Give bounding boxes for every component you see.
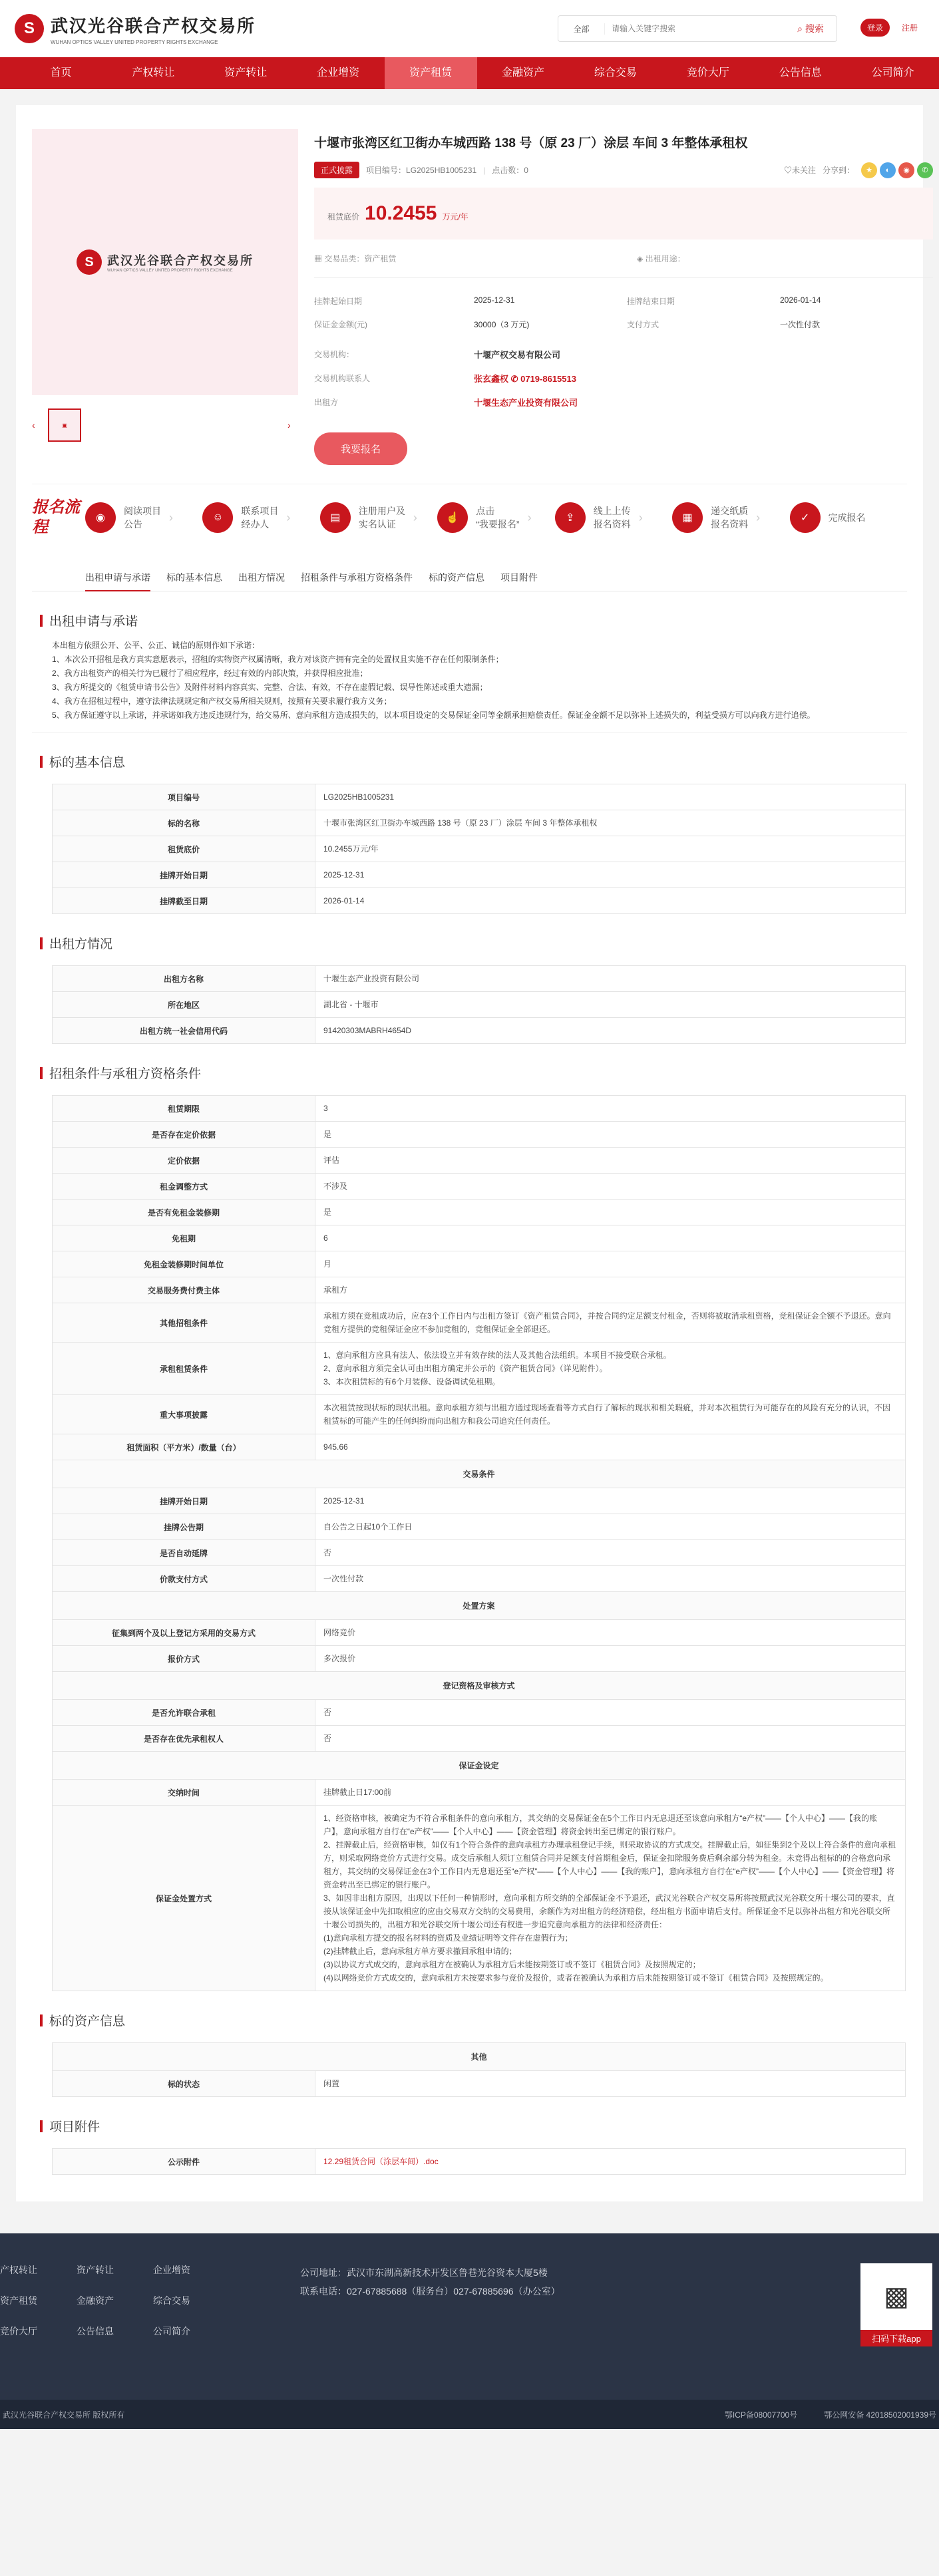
table-value: 承租方须在竞租成功后，应在3个工作日内与出租方签订《资产租赁合同》，并按合同约定足额支付租金，否则将被取消承租资格，竞租保证金全额不予退还。意向竞租方提供的竞租保证金应不参加竞租的，竞租保证金全部退还。: [315, 1303, 906, 1343]
project-image: [32, 129, 298, 395]
flow-step-label: 完成报名: [828, 512, 866, 523]
search-category-select[interactable]: 全部: [558, 23, 605, 35]
table-key: 出租方统一社会信用代码: [53, 1018, 315, 1044]
arrow-icon: ›: [638, 510, 643, 524]
table-key: 承租租赁条件: [53, 1343, 315, 1395]
footer-link[interactable]: 产权转让: [0, 2265, 37, 2275]
price-label: 租赁底价: [327, 212, 360, 222]
detail-tabs: [32, 571, 907, 591]
notice-line: 5、我方保证遵守以上承诺，并承诺如我方违反违规行为，给交易所、意向承租方造成损失的，以本项目设定的交易保证金同等金额承担赔偿责任。保证金金额不足以弥补上述损失的，利益受损方可以向我方进行追偿。: [52, 711, 815, 720]
site-logo[interactable]: [15, 13, 256, 45]
table-value: 91420303MABRH4654D: [315, 1018, 906, 1044]
table-header-row: [53, 1752, 906, 1780]
nav-item-capital-increase[interactable]: 企业增资: [317, 67, 360, 79]
table-row: [53, 2071, 906, 2097]
asset-table: [52, 2042, 906, 2097]
tab-application[interactable]: 出租申请与承诺: [85, 571, 150, 591]
image-thumbnails: [32, 408, 298, 442]
end-value: 2026-01-14: [780, 295, 821, 305]
thumb-next-icon[interactable]: ›: [287, 420, 291, 430]
table-key: 挂牌开始日期: [53, 1488, 315, 1514]
commitment-notice: [32, 629, 907, 732]
table-row: [53, 1566, 906, 1592]
table-row: [53, 2149, 906, 2175]
table-row: [53, 992, 906, 1018]
table-row: [53, 1174, 906, 1200]
attachments-table: [52, 2148, 906, 2175]
share-icons: [861, 162, 933, 178]
tab-terms[interactable]: 招租条件与承租方资格条件: [301, 572, 413, 583]
flow-title: 报名流程: [32, 498, 80, 536]
table-group-header: 交易条件: [53, 1460, 906, 1488]
tencent-share-icon[interactable]: ◐: [880, 162, 896, 178]
terms-table: [52, 1095, 906, 1991]
table-row: [53, 1148, 906, 1174]
table-value: LG2025HB1005231: [315, 784, 906, 810]
table-value: 月: [315, 1251, 906, 1277]
table-key: 公示附件: [53, 2149, 315, 2175]
footer-link[interactable]: 综合交易: [153, 2295, 190, 2306]
nav-item-asset-transfer[interactable]: 资产转让: [224, 67, 268, 79]
tab-basic-info[interactable]: 标的基本信息: [166, 572, 222, 583]
logo-icon: S: [15, 14, 44, 43]
nav-item-financial-assets[interactable]: 金融资产: [501, 67, 544, 79]
flow-step: [202, 502, 319, 533]
search-button-label: 搜索: [805, 23, 824, 34]
project-title: 十堰市张湾区红卫街办车城西路 138 号（原 23 厂）涂层 车间 3 年整体承租权: [314, 136, 748, 150]
table-row: [53, 966, 906, 992]
table-key: 挂牌开始日期: [53, 862, 315, 888]
table-value: 一次性付款: [315, 1566, 906, 1592]
tab-lessor[interactable]: 出租方情况: [238, 572, 285, 583]
table-value: 承租方: [315, 1277, 906, 1303]
payment-value: 一次性付款: [780, 320, 821, 329]
table-key: 租赁底价: [53, 836, 315, 862]
qzone-share-icon[interactable]: ★: [861, 162, 877, 178]
table-row: [53, 862, 906, 888]
table-key: 是否存在定价依据: [53, 1122, 315, 1148]
qr-code-icon: ▩: [860, 2263, 932, 2330]
footer-link[interactable]: 公告信息: [77, 2326, 114, 2336]
table-group-header: 登记资格及审核方式: [53, 1672, 906, 1700]
arrow-icon: ›: [169, 510, 173, 524]
nav-item-about[interactable]: 公司简介: [871, 67, 914, 79]
section-title-terms: 招租条件与承租方资格条件: [32, 1064, 907, 1082]
table-row: [53, 1122, 906, 1148]
register-button[interactable]: 注册: [901, 23, 918, 33]
table-key: 报价方式: [53, 1646, 315, 1672]
police-link[interactable]: 鄂公网安备 42018502001939号: [824, 2410, 936, 2420]
listing-grid: [314, 295, 933, 330]
table-key: 免租期: [53, 1225, 315, 1251]
thumb-prev-icon[interactable]: ‹: [32, 420, 35, 430]
price-box: [314, 188, 933, 240]
table-row: [53, 1700, 906, 1726]
project-detail: [16, 105, 928, 2201]
table-key: 是否有免租金装修期: [53, 1200, 315, 1225]
copyright-text: 武汉光谷联合产权交易所 版权所有: [3, 2410, 125, 2420]
table-group-header: 处置方案: [53, 1592, 906, 1620]
project-info: [314, 129, 933, 465]
hand-click-icon: ☝: [437, 502, 468, 533]
nav-item-asset-lease[interactable]: 资产租赁: [385, 57, 477, 89]
table-value: 闲置: [315, 2071, 906, 2097]
search-bar: [558, 15, 837, 42]
flow-step: [555, 502, 672, 533]
table-key: 租赁面积（平方米）/数量（台）: [53, 1434, 315, 1460]
logo-name: 武汉光谷联合产权交易所: [51, 15, 256, 36]
section-title-basic: 标的基本信息: [32, 752, 907, 770]
project-image-logo: [77, 249, 254, 275]
table-row: [53, 1303, 906, 1343]
view-count: [492, 164, 528, 176]
table-row: [53, 1225, 906, 1251]
section-title-lessor: 出租方情况: [32, 934, 907, 952]
table-key: 是否存在优先承租权人: [53, 1726, 315, 1752]
table-row: [53, 1277, 906, 1303]
table-row: [53, 1434, 906, 1460]
table-key: 挂牌公告期: [53, 1514, 315, 1540]
table-key: 其他招租条件: [53, 1303, 315, 1343]
lessor-row: [314, 390, 933, 414]
main-nav: [0, 57, 939, 89]
table-value: 否: [315, 1540, 906, 1566]
footer-link[interactable]: 资产转让: [77, 2265, 114, 2275]
table-row: [53, 1646, 906, 1672]
view-count-label: 点击数：: [492, 166, 524, 175]
login-button[interactable]: 登录: [860, 19, 890, 37]
contact-label: 交易机构联系人: [314, 373, 371, 383]
weibo-share-icon[interactable]: ◉: [898, 162, 914, 178]
footer-link[interactable]: 企业增资: [153, 2265, 190, 2275]
category-value: 资产租赁: [364, 254, 397, 263]
table-value: 不涉及: [315, 1174, 906, 1200]
check-icon: ✓: [790, 502, 821, 533]
table-key: 标的状态: [53, 2071, 315, 2097]
notice-line: 4、我方在招租过程中，遵守法律法规规定和产权交易所相关规则，按照有关要求履行我方义务；: [52, 697, 392, 706]
status-badge: 正式披露: [314, 162, 359, 178]
apply-button[interactable]: 我要报名: [314, 432, 407, 465]
footer-links: [0, 2263, 233, 2338]
follow-button[interactable]: [784, 164, 816, 176]
lessor-label: 出租方: [314, 397, 339, 407]
table-value: 是: [315, 1122, 906, 1148]
follow-label: 未关注: [791, 166, 816, 175]
flow-step: [85, 502, 202, 533]
table-row: [53, 1726, 906, 1752]
nav-item-home[interactable]: 首页: [50, 67, 72, 79]
table-row: [53, 1488, 906, 1514]
table-value: 1、经资格审核，被确定为不符合承租条件的意向承租方，其交纳的交易保证金在5个工作日内无息退还至该意向承租方“e产权”——【个人中心】——【我的账户】，意向承租方自行在“e产权”——【个人中心】——【资金管理】将资金转出至已绑定的银行账户。 2、挂牌截止后，经资格审核，如仅有1个符合条件的意向承租方办理承租登记手续，则采取协议的方式成交。挂牌截止后，如征集到2个及以上符合条件的意向承租方，则采取网络竞价方式进行交易。成交后承租人须订立租赁合同并足额支付首期租金后，保证金扣除服务费后剩余部分转为租金。未竞得出租标的的合格意向承租方，其交纳的交易保证金在3个工作日内无息退还至“e产权”——【个人中心】——【我的账户】，意向承租方自行在“e产权”——【个人中心】——【资金管理】将资金转出至已绑定的银行账户。 3、如因非出租方原因，出现以下任何一种情形时，意向承租方所交纳的全部保证金不予退还，武汉光谷联合产权交易所将按照武汉光谷联交所十堰公司的要求，直接从该保证金中先扣取相应的应由交易双方交纳的交易费用，余额作为对出租方的经济赔偿，经出租方书面申请后支付。所保证金不足以弥补出租方和光谷联交所十堰公司损失的，出租方和光谷联交所十堰公司还有权进一步追究意向承租方的法律和经济责任： (1)意向承租方提交的报名材料的资质及业绩证明等文件存在虚假行为； (2)挂牌截止后，意向承租方单方要求撤回承租申请的； (3)以协议方式成交的，意向承租方在被确认为承租方后未能按期签订或不签订《租赁合同》及按照规定的； (4)以网络竞价方式成交的，意向承租方未按要求参与竞价及报价，或者在被确认为承租方后未能按期签订或不签订《租赁合同》及按照规定的。: [315, 1806, 906, 1991]
qr-label: 扫码下载app: [860, 2330, 932, 2346]
arrow-icon: ›: [756, 510, 761, 524]
section-title-asset: 标的资产信息: [32, 2011, 907, 2029]
table-key: 价款支付方式: [53, 1566, 315, 1592]
payment-label: 支付方式: [627, 320, 659, 329]
notice-line: 1、本次公开招租是我方真实意愿表示，招租的实物资产权属清晰，我方对该资产拥有完全的处置权且实施不存在任何限制条件；: [52, 655, 504, 664]
contact-row: [314, 366, 933, 390]
lease-use: [637, 253, 933, 264]
table-group-header: 其他: [53, 2043, 906, 2071]
footer-link[interactable]: 资产租赁: [0, 2295, 37, 2306]
logo-name-en: WUHAN OPTICS VALLEY UNITED PROPERTY RIGHTS EXCHANGE: [51, 39, 218, 45]
table-row: [53, 1540, 906, 1566]
table-value: 否: [315, 1726, 906, 1752]
table-row: [53, 1200, 906, 1225]
section-title-attachments: 项目附件: [32, 2117, 907, 2135]
divider: |: [483, 165, 486, 175]
table-key: 是否自动延牌: [53, 1540, 315, 1566]
table-key: 项目编号: [53, 784, 315, 810]
table-value: 3: [315, 1096, 906, 1122]
upload-icon: ⇪: [555, 502, 586, 533]
flow-step: [790, 502, 907, 533]
arrow-icon: ›: [413, 510, 417, 524]
arrow-icon: ›: [527, 510, 532, 524]
table-key: 租赁期限: [53, 1096, 315, 1122]
flow-step: [672, 502, 789, 533]
category-label: 交易品类：: [324, 254, 365, 263]
table-row: [53, 1251, 906, 1277]
flow-step: [320, 502, 437, 533]
flow-step-label: 线上上传 报名资料: [593, 506, 631, 530]
deposit-value: 30000（3 万元): [474, 320, 530, 329]
table-key: 交易服务费付费主体: [53, 1277, 315, 1303]
app-qr: [860, 2263, 932, 2346]
nav-item-announcements[interactable]: 公告信息: [779, 67, 822, 79]
lessor-table: [52, 965, 906, 1044]
share-label: 分享到：: [822, 166, 854, 175]
table-row: [53, 810, 906, 836]
registration-info: [725, 2409, 936, 2420]
table-row: [53, 1395, 906, 1434]
project-meta: [314, 162, 933, 178]
table-row: [53, 1343, 906, 1395]
project-image-logo-name-en: WUHAN OPTICS VALLEY UNITED PROPERTY RIGHTS EXCHANGE: [107, 269, 233, 273]
nav-item-bidding-hall[interactable]: 竞价大厅: [686, 67, 729, 79]
table-key: 定价依据: [53, 1148, 315, 1174]
table-row: [53, 1780, 906, 1806]
table-key: 是否允许联合承租: [53, 1700, 315, 1726]
price-unit: 万元/年: [442, 212, 469, 222]
price-value: 10.2455: [365, 202, 437, 224]
table-row: [53, 888, 906, 914]
view-count-value: 0: [524, 166, 528, 175]
table-header-row: [53, 2043, 906, 2071]
table-value: 否: [315, 1700, 906, 1726]
table-key: 保证金处置方式: [53, 1806, 315, 1991]
table-key: 出租方名称: [53, 966, 315, 992]
table-key: 交纳时间: [53, 1780, 315, 1806]
flow-step: [437, 502, 554, 533]
contact-value: 张玄鑫权 ✆ 0719-8615513: [474, 373, 576, 384]
table-row: [53, 836, 906, 862]
deposit-label: 保证金金额(元): [314, 320, 367, 329]
footer-link[interactable]: 金融资产: [77, 2295, 114, 2306]
table-row: [53, 1018, 906, 1044]
footer-link[interactable]: 公司简介: [153, 2326, 190, 2336]
footer-phone: 联系电话：027-67885688（服务台）027-67885696（办公室）: [300, 2286, 560, 2297]
auth-links: [860, 19, 924, 37]
search-icon: ⌕: [797, 23, 805, 34]
table-value: 是: [315, 1200, 906, 1225]
table-value: 2025-12-31: [315, 862, 906, 888]
registration-flow: [32, 484, 907, 551]
section-title-application: 出租申请与承诺: [32, 611, 907, 629]
lease-use-label: 出租用途：: [645, 254, 685, 263]
footer-link[interactable]: 竞价大厅: [0, 2326, 37, 2336]
tag-icon: ◈: [637, 254, 646, 263]
copyright-bar: [0, 2400, 939, 2429]
search-button[interactable]: [785, 22, 837, 35]
logo-icon: S: [77, 249, 102, 275]
table-row: [53, 784, 906, 810]
grid-icon: ▦: [314, 254, 325, 263]
end-label: 挂牌结束日期: [627, 297, 675, 306]
id-card-icon: ▤: [320, 502, 351, 533]
project-code: [366, 164, 476, 176]
project-code-value: LG2025HB1005231: [406, 166, 477, 175]
flow-step-label: 递交纸质 报名资料: [711, 506, 749, 530]
table-value: 评估: [315, 1148, 906, 1174]
table-key: 重大事项披露: [53, 1395, 315, 1434]
notice-line: 2、我方出租资产的相关行为已履行了相应程序，经过有效的内部决策，并获得相应批准；: [52, 669, 368, 678]
project-code-label: 项目编号：: [366, 166, 407, 175]
table-row: [53, 1806, 906, 1991]
table-value: 2025-12-31: [315, 1488, 906, 1514]
project-image-logo-name: 武汉光谷联合产权交易所: [107, 254, 254, 267]
table-value: 挂牌截止日17:00前: [315, 1780, 906, 1806]
table-value: 1、意向承租方应具有法人、依法设立并有效存续的法人及其他合法组织。本项目不接受联合承租。 2、意向承租方须完全认可由出租方确定并公示的《资产租赁合同》（详见附件）。 3、本次租赁标的有6个月装修、设备调试免租期。: [315, 1343, 906, 1395]
table-row: [53, 1514, 906, 1540]
table-value: 自公告之日起10个工作日: [315, 1514, 906, 1540]
eye-icon: ◉: [85, 502, 116, 533]
icp-link[interactable]: 鄂ICP备08007700号: [724, 2410, 798, 2420]
table-key: 标的名称: [53, 810, 315, 836]
user-icon: ☺: [202, 502, 233, 533]
thumbnail[interactable]: ▣: [48, 408, 81, 442]
tab-asset-info[interactable]: 标的资产信息: [429, 572, 484, 583]
footer-contact: [300, 2263, 560, 2301]
table-value: 2026-01-14: [315, 888, 906, 914]
nav-item-comprehensive[interactable]: 综合交易: [594, 67, 637, 79]
category: [314, 253, 610, 264]
tab-attachments[interactable]: 项目附件: [500, 572, 538, 583]
table-value: 本次租赁按现状标的现状出租。意向承租方须与出租方通过现场查看等方式自行了解标的现状和相关瑕疵，并对本次租赁行为可能存在的风险有充分的认识，不因租赁标的可能产生的任何纠纷而向出租方和我公司追究任何责任。: [315, 1395, 906, 1434]
notice-line: 本出租方依照公开、公平、公正、诚信的原则作如下承诺：: [52, 641, 260, 650]
nav-item-equity-transfer[interactable]: 产权转让: [132, 67, 175, 79]
table-header-row: [53, 1672, 906, 1700]
table-key: 挂牌截至日期: [53, 888, 315, 914]
table-value: 十堰生态产业投资有限公司: [315, 966, 906, 992]
heart-icon: ♡: [783, 166, 792, 175]
notice-line: 3、我方所提交的《租赁申请书公告》及附件材料内容真实、完整、合法、有效，不存在虚假记载、误导性陈述或重大遗漏；: [52, 683, 488, 692]
table-key: 租金调整方式: [53, 1174, 315, 1200]
basic-info-table: [52, 784, 906, 914]
org-row: [314, 342, 933, 366]
flow-step-label: 阅读项目 公告: [124, 506, 161, 530]
table-header-row: [53, 1460, 906, 1488]
project-summary: [32, 129, 928, 465]
wechat-share-icon[interactable]: ✆: [917, 162, 933, 178]
org-value: 十堰产权交易有限公司: [474, 349, 561, 360]
table-header-row: [53, 1592, 906, 1620]
attachment-link[interactable]: 12.29租赁合同（涂层车间）.doc: [315, 2149, 906, 2175]
start-value: 2025-12-31: [474, 295, 515, 305]
document-icon: ▦: [672, 502, 703, 533]
start-label: 挂牌起始日期: [314, 297, 363, 306]
table-value: 945.66: [315, 1434, 906, 1460]
org-rows: [314, 342, 933, 414]
table-row: [53, 1620, 906, 1646]
table-row: [53, 1096, 906, 1122]
flow-step-label: 联系项目 经办人: [241, 506, 279, 530]
header: [0, 0, 939, 57]
table-key: 所在地区: [53, 992, 315, 1018]
table-group-header: 保证金设定: [53, 1752, 906, 1780]
table-key: 征集到两个及以上登记方采用的交易方式: [53, 1620, 315, 1646]
org-label: 交易机构：: [314, 349, 355, 359]
category-row: [314, 253, 933, 278]
table-key: 免租金装修期时间单位: [53, 1251, 315, 1277]
table-value: 十堰市张湾区红卫街办车城西路 138 号（原 23 厂）涂层 车间 3 年整体承租权: [315, 810, 906, 836]
table-value: 多次报价: [315, 1646, 906, 1672]
lessor-value[interactable]: 十堰生态产业投资有限公司: [474, 397, 578, 408]
table-value: 湖北省 - 十堰市: [315, 992, 906, 1018]
footer: [0, 2233, 939, 2400]
arrow-icon: ›: [286, 510, 291, 524]
table-value: 6: [315, 1225, 906, 1251]
flow-step-label: 点击 “我要报名”: [476, 506, 520, 530]
footer-address: 公司地址：武汉市东湖高新技术开发区鲁巷光谷资本大厦5楼: [300, 2267, 548, 2278]
table-value: 网络竞价: [315, 1620, 906, 1646]
search-input[interactable]: [605, 17, 785, 41]
table-value: 10.2455万元/年: [315, 836, 906, 862]
flow-step-label: 注册用户及 实名认证: [358, 506, 405, 530]
